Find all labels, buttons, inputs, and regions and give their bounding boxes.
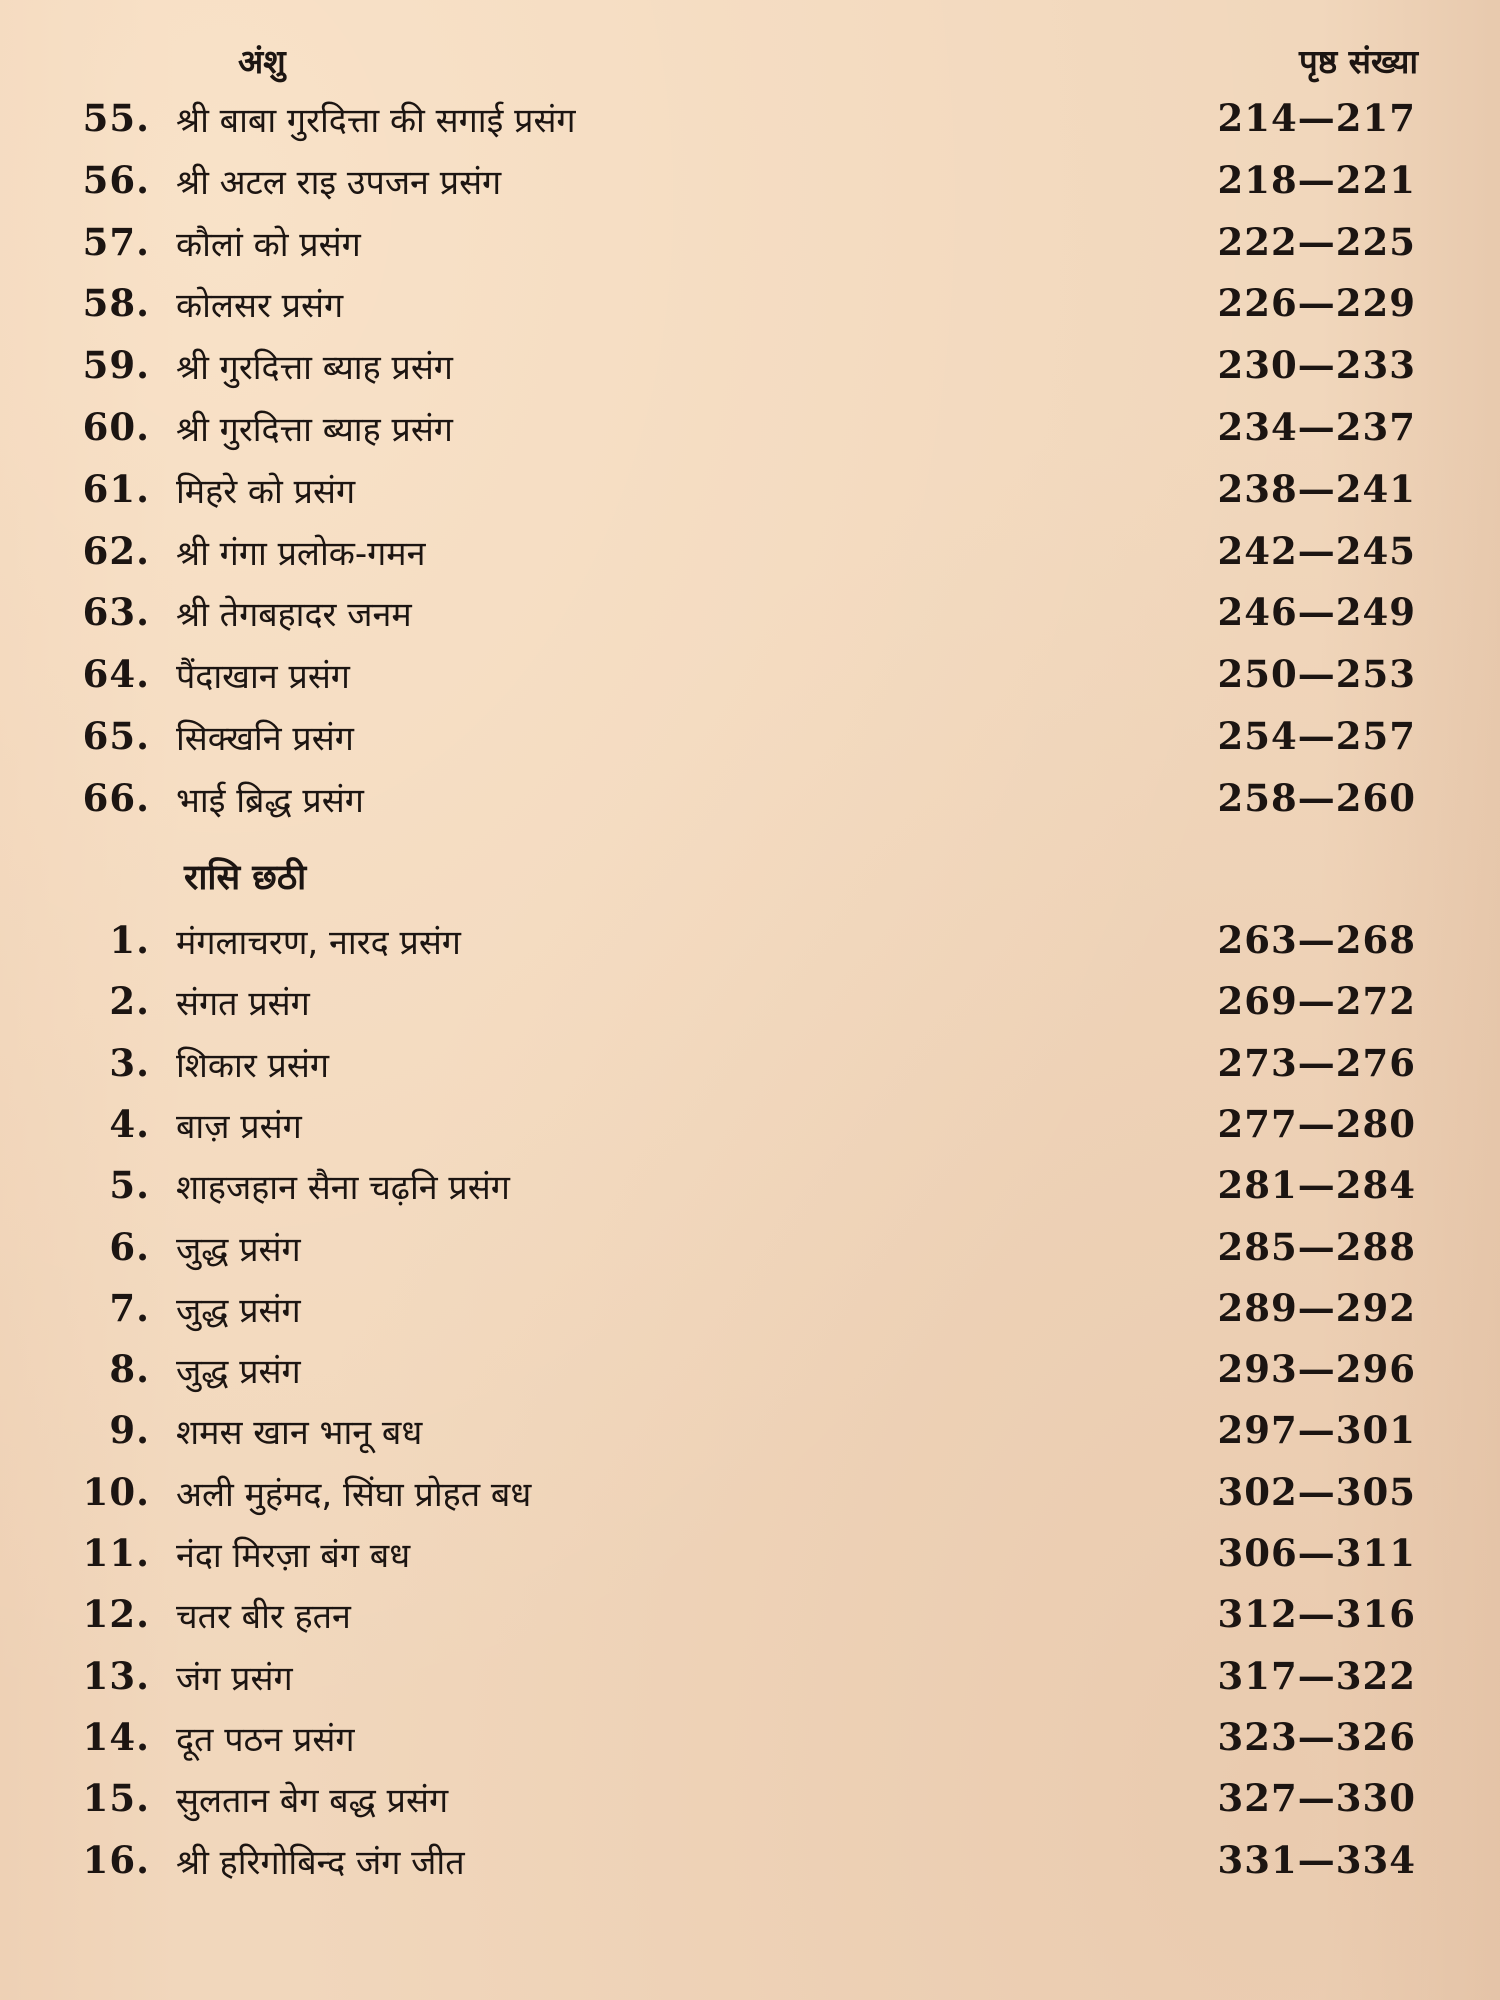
entry-page-range: 331—334	[1217, 1837, 1416, 1882]
entry-page-range: 273—276	[1217, 1040, 1416, 1085]
toc-entry	[0, 220, 1500, 276]
entry-title: सुलतान बेग बद्ध प्रसंग	[176, 1781, 449, 1822]
entry-title: श्री हरिगोबिन्द जंग जीत	[176, 1842, 465, 1883]
chapter-column-heading: अंशु	[238, 42, 286, 81]
entry-number: 8.	[109, 1347, 150, 1392]
entry-page-range: 306—311	[1217, 1531, 1416, 1575]
entry-number: 64.	[82, 652, 150, 697]
entry-number: 55.	[82, 96, 150, 140]
entry-title: जुद्ध प्रसंग	[176, 1229, 301, 1270]
entry-number: 65.	[82, 714, 150, 758]
entry-page-range: 323—326	[1217, 1714, 1416, 1759]
entry-title: सिक्खनि प्रसंग	[176, 719, 354, 759]
entry-number: 4.	[109, 1101, 150, 1146]
entry-page-range: 289—292	[1217, 1285, 1416, 1330]
entry-page-range: 230—233	[1217, 343, 1416, 388]
entry-title: दूत पठन प्रसंग	[176, 1719, 355, 1760]
entry-title: शिकार प्रसंग	[176, 1045, 330, 1086]
entry-page-range: 269—272	[1217, 979, 1416, 1024]
toc-entry	[0, 1163, 1500, 1219]
entry-title: भाई ब्रिद्ध प्रसंग	[176, 780, 364, 821]
entry-title: चतर बीर हतन	[176, 1597, 351, 1638]
toc-entry	[0, 1225, 1500, 1281]
entry-title: श्री गुरदित्ता ब्याह प्रसंग	[176, 410, 453, 450]
entry-number: 58.	[82, 281, 150, 326]
toc-entry	[0, 1592, 1500, 1648]
entry-number: 7.	[109, 1285, 150, 1330]
entry-number: 9.	[109, 1408, 150, 1453]
entry-number: 11.	[82, 1531, 150, 1575]
entry-number: 14.	[82, 1714, 150, 1759]
entry-title: पैंदाखान प्रसंग	[176, 657, 350, 698]
entry-page-range: 293—296	[1217, 1347, 1416, 1392]
entry-page-range: 226—229	[1217, 281, 1416, 326]
toc-entry	[0, 529, 1500, 585]
toc-entry	[0, 467, 1500, 523]
entry-title: मिहरे को प्रसंग	[176, 471, 356, 512]
entry-page-range: 250—253	[1217, 652, 1416, 697]
entry-title: कोलसर प्रसंग	[176, 286, 344, 327]
toc-entry	[0, 979, 1500, 1035]
toc-entry	[0, 1654, 1500, 1710]
entry-number: 6.	[109, 1224, 150, 1269]
toc-entry	[0, 1838, 1500, 1894]
section-heading: रासि छठी	[184, 858, 307, 898]
entry-title: जुद्ध प्रसंग	[176, 1290, 301, 1331]
entry-number: 61.	[82, 466, 150, 511]
entry-title: बाज़ प्रसंग	[176, 1106, 302, 1147]
entry-title: जंग प्रसंग	[176, 1658, 293, 1699]
entry-page-range: 218—221	[1217, 157, 1416, 202]
entry-number: 63.	[82, 590, 150, 635]
toc-entry	[0, 158, 1500, 214]
toc-entry	[0, 1286, 1500, 1342]
toc-entry	[0, 1715, 1500, 1771]
entry-number: 15.	[82, 1776, 150, 1821]
entry-page-range: 281—284	[1217, 1163, 1416, 1208]
toc-entry	[0, 918, 1500, 974]
entry-page-range: 285—288	[1217, 1224, 1416, 1269]
toc-entry	[0, 405, 1500, 461]
entry-title: अली मुहंमद, सिंघा प्रोहत बध	[176, 1474, 532, 1515]
entry-number: 62.	[82, 528, 150, 573]
entry-page-range: 234—237	[1217, 405, 1416, 449]
entry-title: कौलां को प्रसंग	[176, 224, 361, 265]
entry-number: 2.	[109, 979, 150, 1024]
entry-number: 60.	[82, 405, 150, 449]
toc-header	[0, 38, 1500, 88]
toc-entry	[0, 1347, 1500, 1403]
entry-number: 59.	[82, 343, 150, 388]
entry-number: 16.	[82, 1837, 150, 1882]
entry-page-range: 246—249	[1217, 590, 1416, 635]
toc-entry	[0, 652, 1500, 708]
entry-title: मंगलाचरण, नारद प्रसंग	[176, 923, 461, 963]
entry-page-range: 254—257	[1217, 714, 1416, 758]
entry-page-range: 242—245	[1217, 528, 1416, 573]
entry-title: नंदा मिरज़ा बंग बध	[176, 1536, 411, 1576]
entry-page-range: 238—241	[1217, 466, 1416, 511]
entry-page-range: 258—260	[1217, 775, 1416, 820]
entry-page-range: 302—305	[1217, 1469, 1416, 1514]
entry-page-range: 277—280	[1217, 1101, 1416, 1146]
toc-entry	[0, 281, 1500, 337]
entry-page-range: 222—225	[1217, 219, 1416, 264]
entry-number: 56.	[82, 157, 150, 202]
entry-title: श्री बाबा गुरदित्ता की सगाई प्रसंग	[176, 101, 576, 141]
entry-page-range: 214—217	[1217, 96, 1416, 140]
toc-entry	[0, 343, 1500, 399]
toc-entry	[0, 96, 1500, 152]
page-number-column-heading: पृष्ठ संख्या	[1299, 42, 1418, 81]
entry-page-range: 317—322	[1217, 1653, 1416, 1698]
toc-entry	[0, 590, 1500, 646]
entry-title: शाहजहान सैना चढ़नि प्रसंग	[176, 1168, 510, 1209]
toc-entry	[0, 776, 1500, 832]
toc-entry	[0, 1776, 1500, 1832]
entry-title: श्री अटल राइ उपजन प्रसंग	[176, 162, 502, 203]
toc-entry	[0, 1470, 1500, 1526]
entry-number: 1.	[109, 918, 150, 962]
entry-page-range: 297—301	[1217, 1408, 1416, 1453]
entry-number: 5.	[109, 1163, 150, 1208]
entry-title: श्री तेगबहादर जनम	[176, 595, 412, 636]
entry-number: 10.	[82, 1469, 150, 1514]
entry-page-range: 263—268	[1217, 918, 1416, 962]
toc-entry	[0, 1102, 1500, 1158]
entry-number: 3.	[109, 1040, 150, 1085]
entry-title: शमस खान भानू बध	[176, 1413, 423, 1454]
toc-entry	[0, 1531, 1500, 1587]
entry-title: जुद्ध प्रसंग	[176, 1352, 301, 1393]
entry-page-range: 327—330	[1217, 1776, 1416, 1821]
entry-title: संगत प्रसंग	[176, 984, 310, 1025]
toc-entry	[0, 714, 1500, 770]
entry-number: 13.	[82, 1653, 150, 1698]
toc-entry	[0, 1408, 1500, 1464]
entry-number: 57.	[82, 219, 150, 264]
entry-page-range: 312—316	[1217, 1592, 1416, 1637]
entry-number: 66.	[82, 775, 150, 820]
entry-number: 12.	[82, 1592, 150, 1637]
toc-entry	[0, 1041, 1500, 1097]
entry-title: श्री गुरदित्ता ब्याह प्रसंग	[176, 348, 453, 389]
entry-title: श्री गंगा प्रलोक-गमन	[176, 533, 426, 574]
